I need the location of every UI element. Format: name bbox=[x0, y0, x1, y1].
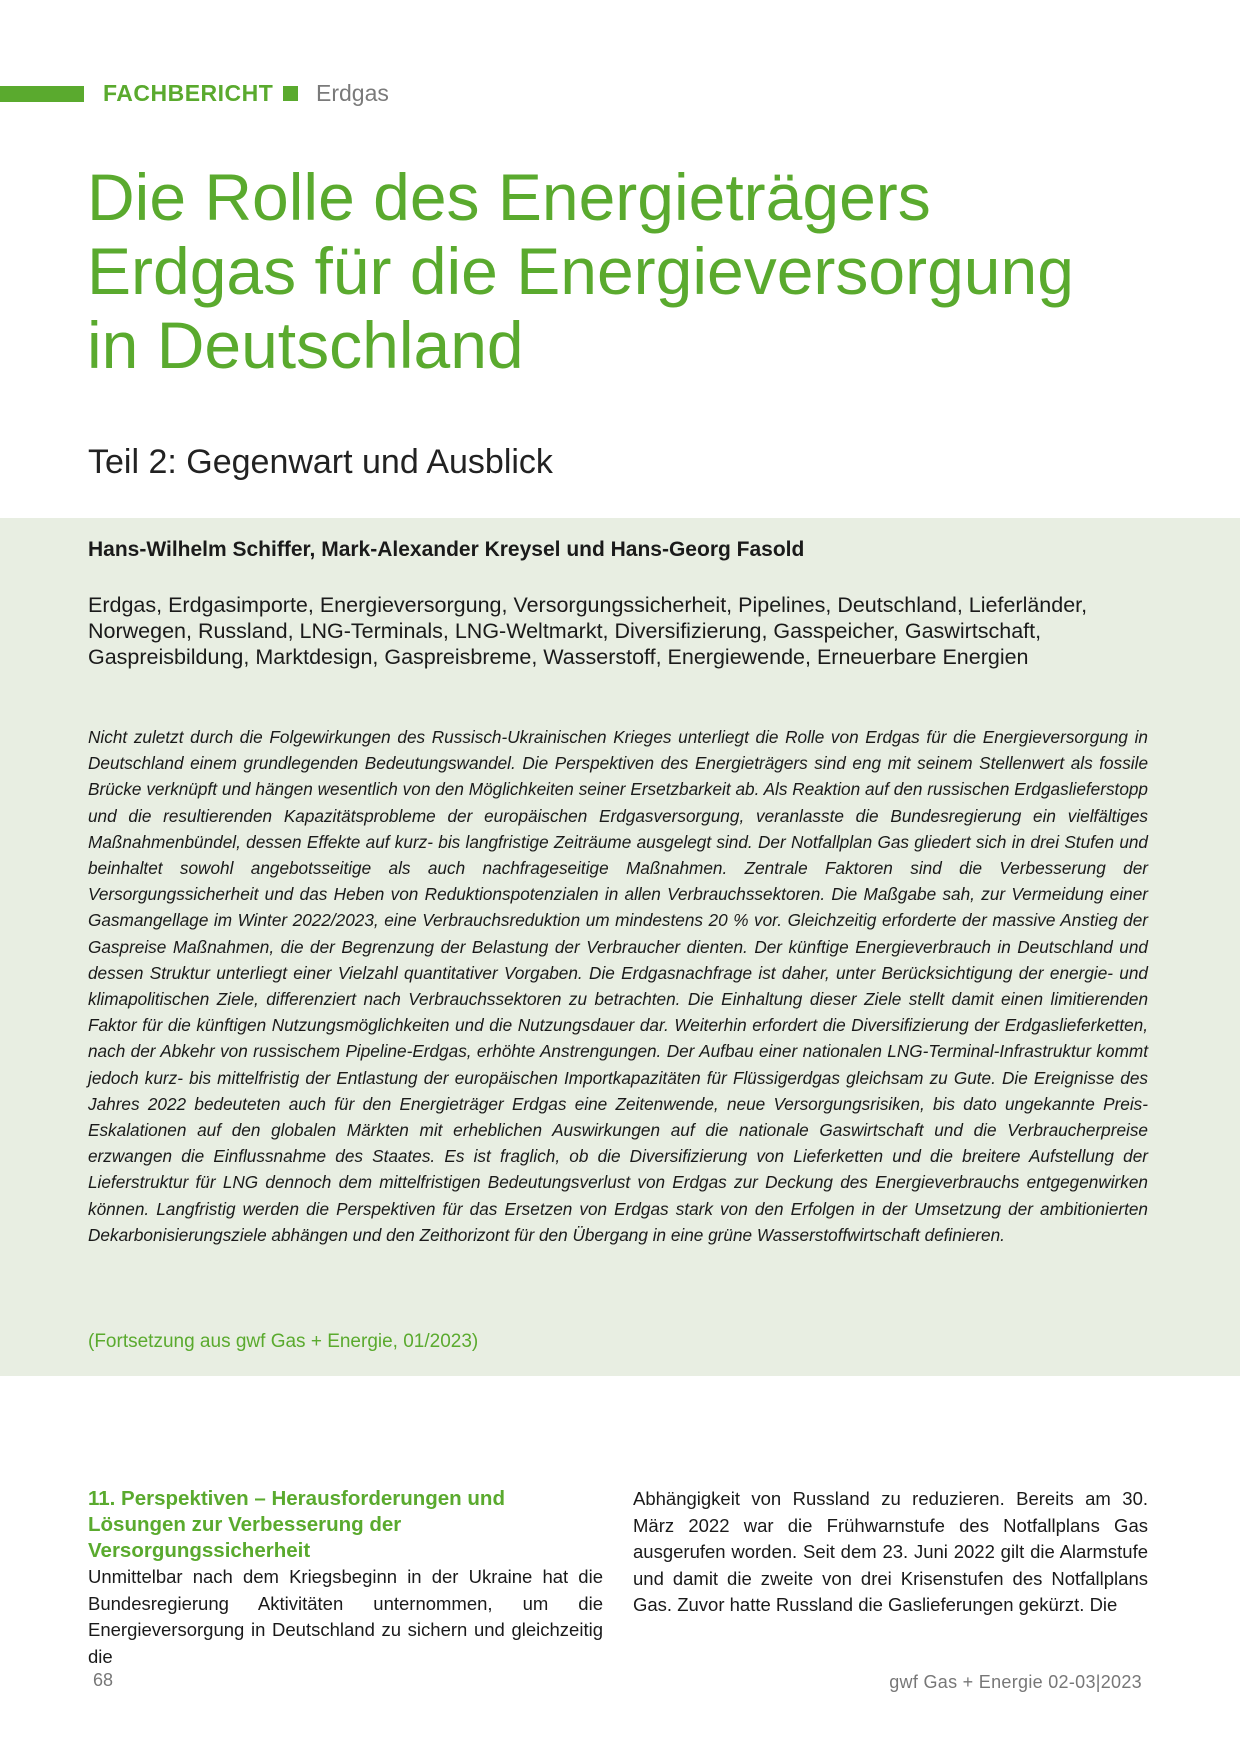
authors: Hans-Wilhelm Schiffer, Mark-Alexander Kreysel und Hans-Georg Fasold bbox=[88, 538, 805, 561]
abstract-text: Nicht zuletzt durch die Folgewirkungen des Russisch-Ukrainischen Krieges unterliegt die Rolle von Erdgas für die Energieversorgung in Deutschland einem grundlegenden Bedeutungswandel. Die Perspektiven des Energieträgers sind eng mit seinem Stellenwert als fossile Brücke verknüpft und hängen wesentlich von den Möglichkeiten seiner Ersetzbarkeit ab. Als Reaktion auf den russischen Erdgaslieferstopp und die resultierenden Kapazitätsprobleme der europäischen Erdgasversorgung, veranlasste die Bundesregierung ein vielfältiges Maßnahmenbündel, dessen Effekte auf kurz- bis langfristige Zeiträume ausgelegt sind. Der Notfallplan Gas gliedert sich in drei Stufen und beinhaltet sowohl angebotsseitige als auch nachfrageseitige Maßnahmen. Zentrale Faktoren sind die Verbesserung der Versorgungssicherheit und das Heben von Reduktionspotenzialen in allen Verbrauchssektoren. Die Maßgabe sah, zur Vermeidung einer Gasmangellage im Winter 2022/2023, eine Verbrauchsreduktion um mindestens 20 % vor. Gleichzeitig erforderte der massive Anstieg der Gaspreise Maßnahmen, die der Begrenzung der Belastung der Verbraucher dienten. Der künftige Energieverbrauch in Deutschland und dessen Struktur unterliegt einer Vielzahl quantitativer Vorgaben. Die Erdgasnachfrage ist daher, unter Berücksichtigung der energie- und klimapolitischen Ziele, differenziert nach Verbrauchssektoren zu betrachten. Die Einhaltung dieser Ziele stellt damit einen limitierenden Faktor für die künftigen Nutzungsmöglichkeiten und die Nutzungsdauer dar. Weiterhin erfordert die Diversifizierung der Erdgaslieferketten, nach der Abkehr von russischem Pipeline-Erdgas, erhöhte Anstrengungen. Der Aufbau einer nationalen LNG-Terminal-Infrastruktur kommt jedoch kurz- bis mittelfristig der Entlastung der europäischen Importkapazitäten für Flüssigerdgas gleichsam zu Gute. Die Ereignisse des Jahres 2022 bedeuteten auch für den Energieträger Erdgas eine Zeitenwende, neue Versorgungsrisiken, bis dato ungekannte Preis-Eskalationen auf den globalen Märkten mit erheblichen Auswirkungen auf die nationale Gaswirtschaft und die Verbraucherpreise erzwangen die Einflussnahme des Staates. Es ist fraglich, ob die Diversifizierung von Lieferketten und die breitere Aufstellung der Lieferstruktur für LNG dennoch dem mittelfristigen Bedeutungsverlust von Erdgas zur Deckung des Energieverbrauchs entgegenwirken können. Langfristig werden die Perspektiven für das Ersetzen von Erdgas stark von den Erfolgen in der Umsetzung der ambitionierten Dekarbonisierungsziele abhängen und den Zeithorizont für den Übergang in eine grüne Wasserstoffwirtschaft definieren. bbox=[88, 727, 1148, 1245]
continuation-note: (Fortsetzung aus gwf Gas + Energie, 01/2023) bbox=[88, 1331, 479, 1352]
header-accent-bar bbox=[0, 86, 84, 102]
body-paragraph-right: Abhängigkeit von Russland zu reduzieren. Bereits am 30. März 2022 war die Frühwarnstufe des Notfallplans Gas ausgerufen worden. Seit dem 23. Juni 2022 gilt die Alarmstufe und damit die zweite von drei Krisenstufen des Notfallplans Gas. Zuvor hatte Russland die Gaslieferungen gekürzt. Die bbox=[633, 1488, 1148, 1615]
title-line: in Deutschland bbox=[87, 308, 524, 382]
section-separator-square bbox=[283, 86, 298, 101]
body-paragraph-left: Unmittelbar nach dem Kriegsbeginn in der Ukraine hat die Bundesregierung Aktivitäten unternommen, um die Energieversorgung in Deutschland zu sichern und gleichzeitig die bbox=[88, 1566, 603, 1667]
title-line: Die Rolle des Energieträgers bbox=[87, 160, 931, 234]
section-label: FACHBERICHT bbox=[103, 80, 274, 106]
article-subtitle: Teil 2: Gegenwart und Ausblick bbox=[88, 443, 553, 481]
body-column-left bbox=[88, 1486, 603, 1670]
page-number: 68 bbox=[93, 1670, 114, 1690]
keywords: Erdgas, Erdgasimporte, Energieversorgung, Versorgungssicherheit, Pipelines, Deutschland, Lieferländer, Norwegen, Russland, LNG-Terminals, LNG-Weltmarkt, Diversifizierung, Gasspeicher, Gaswirtschaft, Gaspreisbildung, Marktdesign, Gaspreisbreme, Wasserstoff, Energiewende, Erneuerbare Energien bbox=[88, 593, 1088, 669]
journal-footer: gwf Gas + Energie 02-03|2023 bbox=[889, 1672, 1142, 1692]
topic-label: Erdgas bbox=[316, 80, 389, 106]
section-heading: 11. Perspektiven – Herausforderungen und Lösungen zur Verbesserung der Versorgungssicherheit bbox=[88, 1487, 505, 1562]
article-title bbox=[87, 160, 1187, 382]
body-column-right bbox=[633, 1486, 1148, 1619]
title-line: Erdgas für die Energieversorgung bbox=[87, 234, 1074, 308]
